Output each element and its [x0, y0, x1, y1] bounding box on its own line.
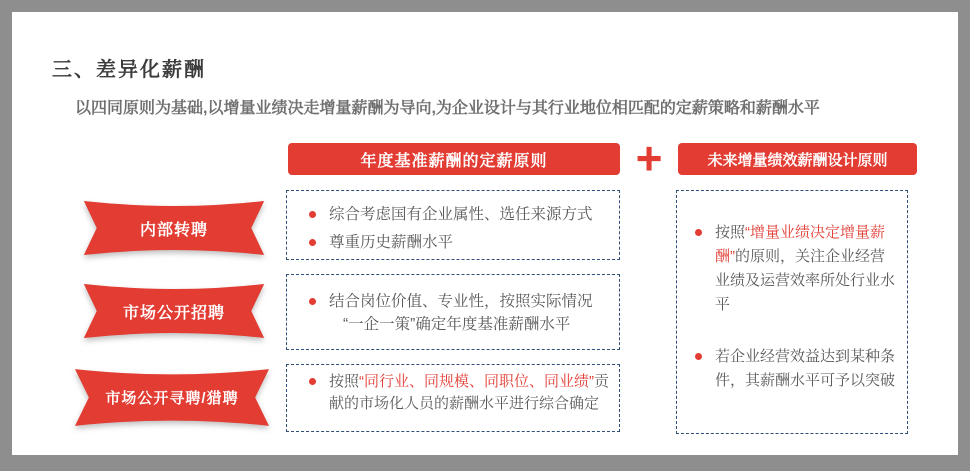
text-segment: 的原则，关注企业经营业绩及运营效率所处行业水平 — [715, 248, 896, 313]
page-title: 三、差异化薪酬 — [52, 59, 206, 81]
text-segment-highlight: “增量业绩决定增量薪酬” — [715, 224, 886, 265]
bullet-text-line: “一企一策”确定年度基准薪酬水平 — [343, 316, 571, 333]
bullet-item — [309, 371, 615, 415]
header-banner-future-incentive — [678, 143, 917, 175]
text-segment: 按照 — [715, 224, 746, 241]
slide — [12, 12, 958, 455]
bullet-item — [695, 221, 895, 317]
ribbon-label: 市场公开寻聘/猎聘 — [105, 390, 239, 407]
bullet-text — [715, 221, 895, 317]
text-segment-highlight: “同行业、同规模、同职位、同业绩” — [359, 373, 595, 390]
plus-icon: + — [635, 132, 663, 184]
bullet-icon — [309, 211, 316, 218]
bullet-item — [309, 229, 611, 257]
bullet-item — [309, 290, 613, 336]
bullet-text-line: 结合岗位价值、专业性，按照实际情况 — [329, 293, 593, 310]
bullet-icon — [309, 298, 316, 305]
bullet-text: 尊重历史薪酬水平 — [329, 234, 454, 251]
bullet-text — [329, 371, 615, 415]
ribbon-label: 市场公开招聘 — [122, 304, 225, 322]
slide-subtitle: 以四同原则为基础,以增量业绩决走增量薪酬为导向,为企业设计与其行业地位相匹配的定薪策略和薪酬水平 — [75, 100, 820, 117]
bullet-item — [309, 201, 611, 229]
ribbon-internal-transfer — [82, 198, 266, 258]
bullet-icon — [309, 378, 316, 385]
ribbon-market-headhunt — [73, 366, 271, 429]
principle-box-internal-transfer — [286, 190, 620, 260]
bullet-text: 综合考虑国有企业属性、选任来源方式 — [329, 206, 593, 223]
bullet-icon — [695, 229, 702, 236]
principle-box-market-headhunt — [286, 364, 620, 432]
bullet-icon — [695, 353, 702, 360]
principle-box-future-incentive — [676, 190, 908, 434]
header-banner-annual-base — [288, 143, 620, 175]
bullet-item — [695, 345, 895, 393]
bullet-icon — [309, 239, 316, 246]
text-segment: 按照 — [329, 373, 360, 390]
ribbon-market-recruit — [82, 281, 266, 341]
text-segment: 贡献的市场化人员的薪酬水平进行综合确定 — [329, 373, 610, 412]
principle-box-market-recruit — [286, 274, 620, 350]
bullet-text — [329, 290, 613, 336]
banner-label: 未来增量绩效薪酬设计原则 — [707, 151, 888, 169]
banner-label: 年度基准薪酬的定薪原则 — [360, 152, 548, 170]
ribbon-label: 内部转聘 — [139, 221, 208, 239]
bullet-text: 若企业经营效益达到某种条件，其薪酬水平可予以突破 — [715, 348, 896, 389]
